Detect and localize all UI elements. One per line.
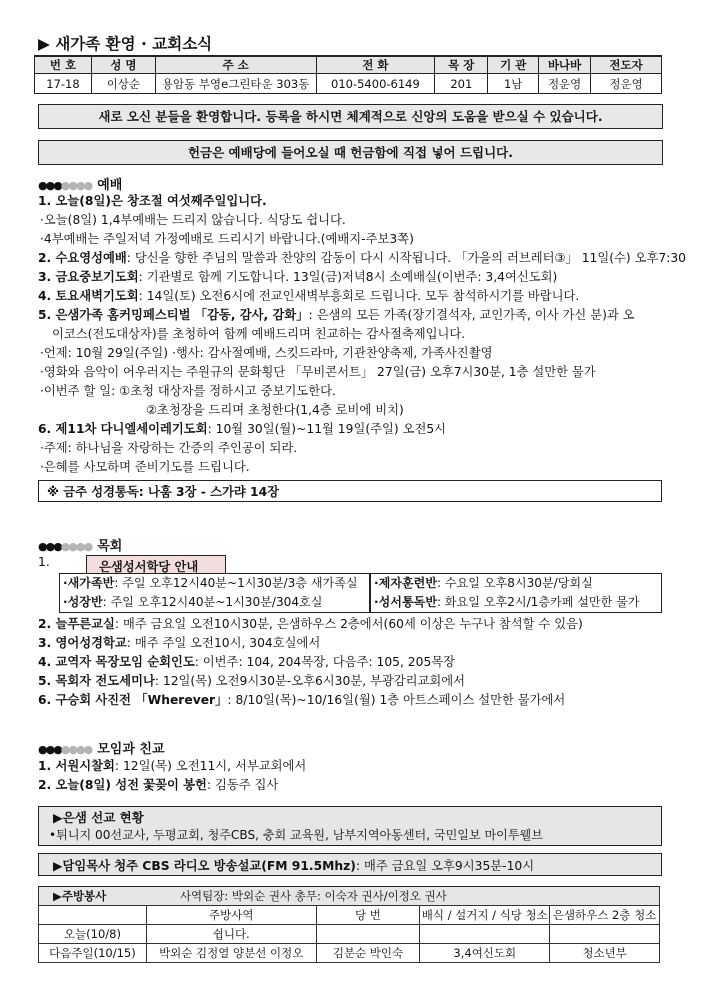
ministry-item-5: 5. 목회자 전도세미나: 12일(목) 오전9시30분-오후6시30분, 부광감리교회에서 [38,674,466,688]
section-heading-fellowship: ●●●●●●● 모임과 친교 [38,742,165,757]
worship-item-5-cont: 이코스(전도대상자)를 초청하여 함께 예배드리며 친교하는 감사절축제입니다. [52,327,466,341]
worship-item-6-prayer: ·은혜를 사모하며 준비기도를 드립니다. [40,460,250,474]
ministry-item-6: 6. 구승회 사진전 「Wherever」: 8/10일(목)~10/16일(월) 1층 아트스페이스 설만한 물가에서 [38,693,566,707]
school-tab [86,555,226,574]
section-heading-ministry: ●●●●●●● 목회 [38,539,123,554]
col-phone: 전 화 [316,56,435,74]
table-row [39,925,660,944]
cell-barnabas: 정운영 [539,74,591,94]
kitchen-title-row [39,887,660,906]
kitchen-cell: 3,4여신도회 [420,944,550,963]
kitchen-cell [316,925,420,944]
divider [369,574,371,612]
kitchen-date-next: 다음주일(10/15) [39,944,147,963]
fellowship-item-2: 2. 오늘(8일) 성전 꽃꽂이 봉헌: 김동주 집사 [38,778,279,792]
worship-item-5-when: ·언제: 10월 29일(주일) ·행사: 감사절예배, 스킷드라마, 기관찬양축제, 가족사진촬영 [40,346,493,360]
kitchen-cell: 박외순 김정열 양분선 이정오 [146,944,316,963]
worship-item-5-todo-2: ②초청장을 드리며 초청한다(1,4층 로비에 비치) [146,403,404,417]
table-row [39,944,660,963]
worship-item-5: 5. 은샘가족 홈커밍페스티벌 「감동, 감사, 감화」: 은샘의 모든 가족(장기결석자, 교인가족, 이사 가신 분)과 오 [38,308,635,322]
fellowship-item-1: 1. 서원시찰회: 12일(목) 오전11시, 서부교회에서 [38,759,307,773]
col-barnabas: 바나바 [539,56,591,74]
school-title: 은샘성서학당 안내 [99,560,199,574]
mission-box [38,806,662,846]
bible-reading-text: ※ 금주 성경통독: 나훔 3장 - 스가랴 14장 [47,485,280,499]
table-row [35,74,662,94]
cell-phone: 010-5400-6149 [316,74,435,94]
kitchen-cell: 청소년부 [550,944,660,963]
mission-title: ▶은샘 선교 현황 [53,810,144,825]
worship-item-6-theme: ·주제: 하나님을 자랑하는 간증의 주인공이 되라. [40,441,298,455]
ministry-item-3: 3. 영어성경학교: 매주 주일 오전10시, 304호실에서 [38,636,321,650]
section-heading-worship: ●●●●●●● 예배 [38,178,123,193]
col-name: 성 명 [91,56,155,74]
radio-box [38,853,662,876]
welcome-notice: 새로 오신 분들을 환영합니다. 등록을 하시면 체계적으로 신앙의 도움을 받으실 수 있습니다. [38,104,663,129]
kitchen-col-duty: 당 번 [316,906,420,925]
kitchen-cell [550,925,660,944]
offering-notice: 헌금은 예배당에 들어오실 때 헌금함에 직접 넣어 드립니다. [38,140,663,165]
bullet-dots-icon: ●●●●●●● [38,540,92,553]
bible-reading-box [38,480,662,502]
bullet-dots-icon: ●●●●●●● [38,743,92,756]
visitor-table [34,55,662,94]
radio-text: ▶담임목사 청주 CBS 라디오 방송설교(FM 91.5Mhz): 매주 금요일 오후9시35분-10시 [53,859,535,873]
kitchen-col-ministry: 주방사역 [146,906,316,925]
cell-name: 이상순 [91,74,155,94]
worship-item-3: 3. 금요중보기도회: 기관별로 함께 기도합니다. 13일(금)저녁8시 소예배실(이번주: 3,4여신도회) [38,270,558,284]
class-discipleship: ·제자훈련반: 수요일 오후8시30분/당회실 [374,576,593,590]
kitchen-title: ▶주방봉사 [53,889,107,903]
cell-number: 17-18 [35,74,92,94]
ministry-item-2: 2. 늘푸른교실: 매주 금요일 오전10시30분, 은샘하우스 2층에서(60세 이상은 누구나 참석할 수 있음) [38,617,583,631]
class-new-family: ·새가족반: 주일 오후12시40분~1시30분/3층 새가족실 [63,576,358,590]
page-title: ▶ 새가족 환영 · 교회소식 [38,35,213,53]
worship-item-6: 6. 제11차 다니엘세이레기도회: 10월 30일(월)~11월 19일(주일) 오전5시 [38,422,447,436]
col-evangelist: 전도자 [591,56,662,74]
kitchen-col-serving: 배식 / 설거지 / 식당 청소 [420,906,550,925]
kitchen-cell: 김분순 박인숙 [316,944,420,963]
worship-item-1: 1. 오늘(8일)은 창조절 여섯째주일입니다. [38,194,267,208]
worship-item-1-note-b: ·4부예배는 주일저녁 가정예배로 드리시기 바랍니다.(예배지-주보3쪽) [40,232,414,246]
worship-item-1-note-a: ·오늘(8일) 1,4부예배는 드리지 않습니다. 식당도 쉽니다. [40,213,346,227]
cell-address: 용암동 부영e그린타운 303동 [155,74,316,94]
school-classes-box [59,573,662,613]
kitchen-header-empty [39,906,147,925]
class-growth: ·성장반: 주일 오후12시40분~1시30분/304호실 [63,595,323,609]
worship-item-5-concert: ·영화와 음악이 어우러지는 주원규의 문화횡단 「무비콘서트」 27일(금) 오후7시30분, 1층 설만한 물가 [40,365,596,379]
kitchen-col-house-cleaning: 은샘하우스 2층 청소 [550,906,660,925]
cell-evangelist: 정운영 [591,74,662,94]
col-group: 기 관 [488,56,539,74]
ministry-item-4: 4. 교역자 목장모임 순회인도: 이번주: 104, 204목장, 다음주: 105, 205목장 [38,655,456,669]
worship-item-5-todo-1: ·이번주 할 일: ①초청 대상자를 정하시고 중보기도한다. [40,384,336,398]
worship-item-4: 4. 토요새벽기도회: 14일(토) 오전6시에 전교인새벽부흥회로 드립니다. 모두 참석하시기를 바랍니다. [38,289,580,303]
cell-cell: 201 [435,74,488,94]
visitor-table-header [35,56,662,74]
kitchen-header-row [39,906,660,925]
class-bible-reading: ·성서통독반: 화요일 오후2시/1층카페 설만한 물가 [374,595,640,609]
kitchen-leaders: 사역팀장: 박외순 권사 총무: 이숙자 권사/이정오 권사 [179,889,447,903]
kitchen-duty-table [38,886,660,963]
col-number: 번 호 [35,56,92,74]
kitchen-cell [420,925,550,944]
kitchen-date-today: 오늘(10/8) [39,925,147,944]
col-cell: 목 장 [435,56,488,74]
kitchen-cell: 쉽니다. [146,925,316,944]
cell-group: 1남 [488,74,539,94]
mission-list: •튀니지 00선교사, 두평교회, 청주CBS, 충회 교육원, 남부지역아동센터, 국민일보 마이투웰브 [49,828,543,842]
col-address: 주 소 [155,56,316,74]
ministry-item-1-number: 1. [38,555,50,569]
bullet-dots-icon: ●●●●●●● [38,179,92,192]
worship-item-2: 2. 수요영성예배: 당신을 향한 주님의 말씀과 찬양의 감동이 다시 시작됩니다. 「가을의 러브레터③」 11일(수) 오후7:30 [38,251,686,265]
